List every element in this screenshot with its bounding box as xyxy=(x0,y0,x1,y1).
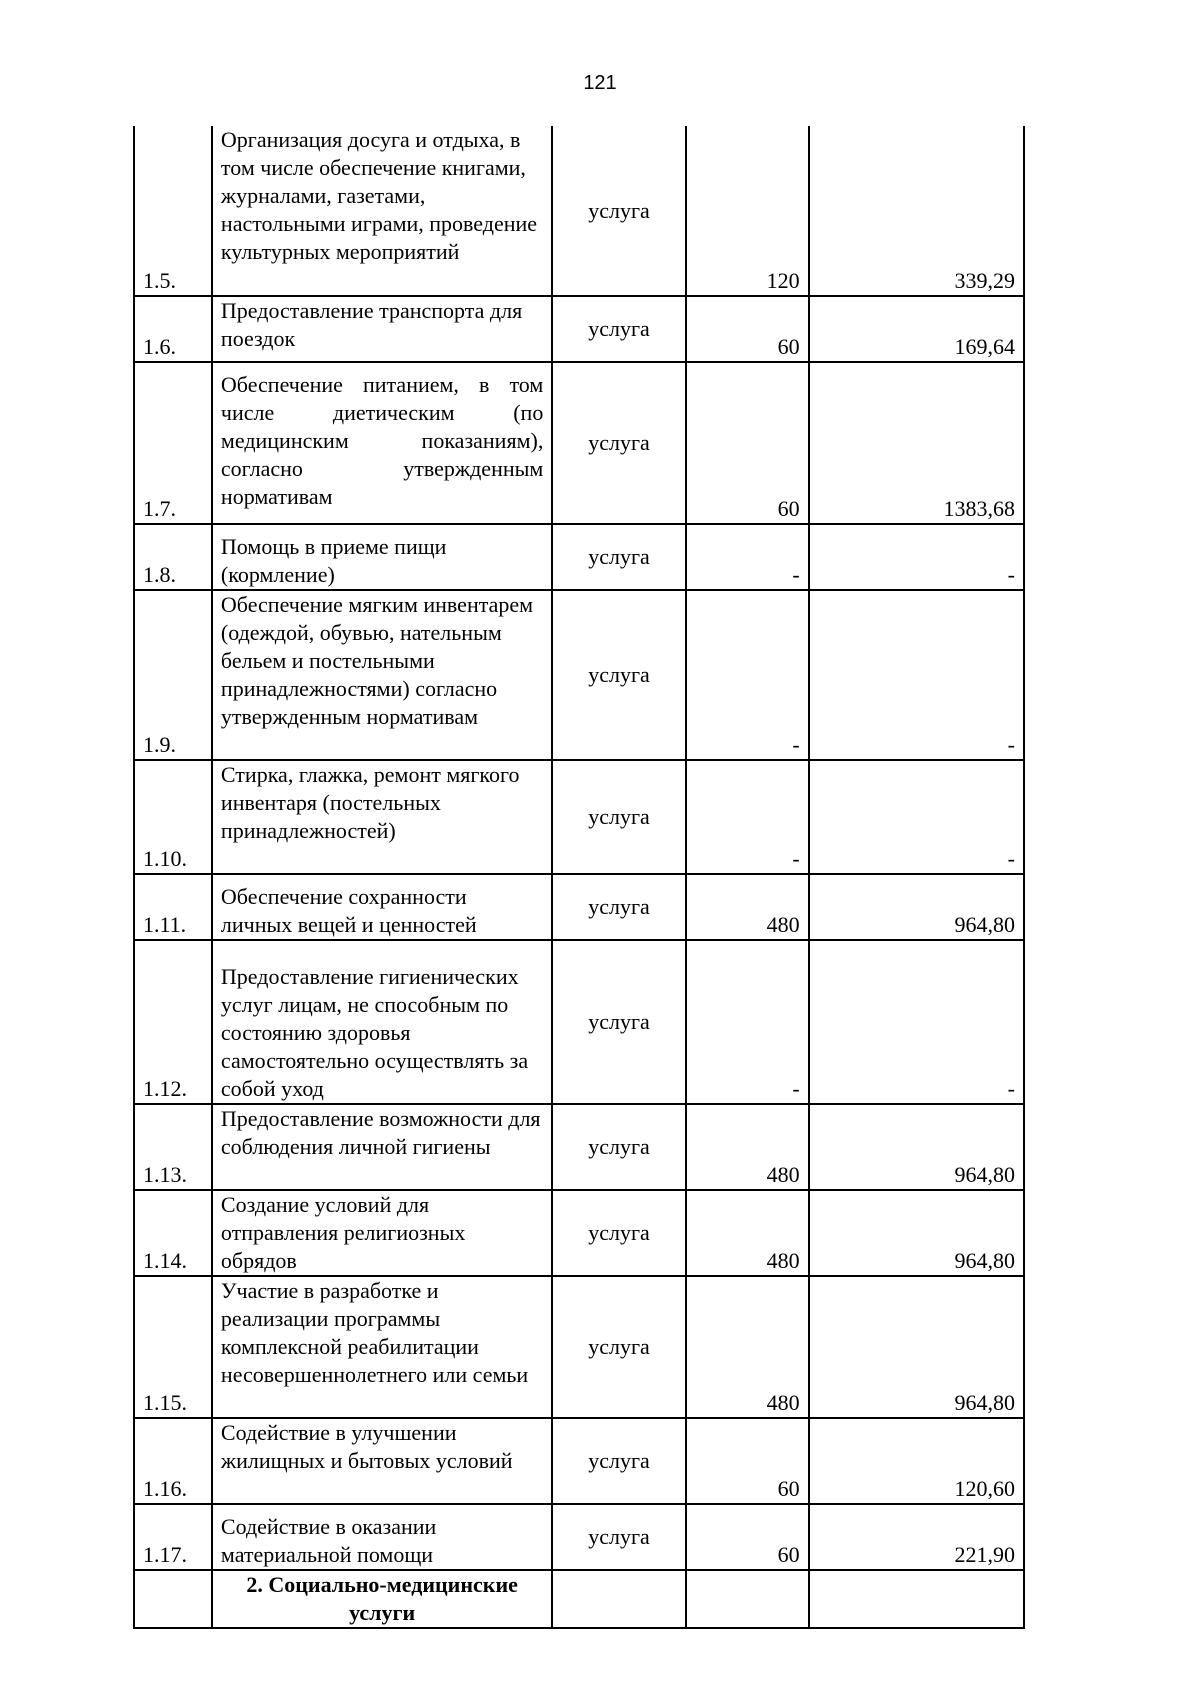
quantity-cell: - xyxy=(686,524,809,590)
table-row xyxy=(134,126,1024,296)
price-cell: - xyxy=(809,590,1024,760)
row-number: 1.10. xyxy=(134,760,212,874)
quantity-cell: - xyxy=(686,760,809,874)
service-name: Создание условий для отправления религиозных обрядов xyxy=(212,1190,552,1276)
service-name: Обеспечение сохранности личных вещей и ценностей xyxy=(212,874,552,940)
row-number: 1.9. xyxy=(134,590,212,760)
unit-cell: услуга xyxy=(552,760,685,874)
price-cell: 1383,68 xyxy=(809,362,1024,524)
row-number: 1.14. xyxy=(134,1190,212,1276)
price-cell: - xyxy=(809,760,1024,874)
service-name: Содействие в улучшении жилищных и бытовых условий xyxy=(212,1418,552,1504)
table-row xyxy=(134,1190,1024,1276)
section-title: 2. Социально-медицинские услуги xyxy=(212,1570,552,1628)
empty-cell xyxy=(686,1570,809,1628)
quantity-cell: 480 xyxy=(686,1276,809,1418)
row-number: 1.8. xyxy=(134,524,212,590)
row-number: 1.6. xyxy=(134,296,212,362)
unit-cell: услуга xyxy=(552,590,685,760)
quantity-cell: - xyxy=(686,940,809,1104)
table-row xyxy=(134,1418,1024,1504)
price-cell: 964,80 xyxy=(809,1104,1024,1190)
empty-cell xyxy=(134,1570,212,1628)
unit-cell: услуга xyxy=(552,874,685,940)
unit-cell: услуга xyxy=(552,524,685,590)
row-number: 1.11. xyxy=(134,874,212,940)
unit-cell: услуга xyxy=(552,1190,685,1276)
unit-cell: услуга xyxy=(552,362,685,524)
table-row xyxy=(134,1104,1024,1190)
quantity-cell: 120 xyxy=(686,126,809,296)
unit-cell: услуга xyxy=(552,1104,685,1190)
service-name: Предоставление гигиенических услуг лицам, не способным по состоянию здоровья самостоятельно осуществлять за собой уход xyxy=(212,940,552,1104)
unit-cell: услуга xyxy=(552,940,685,1104)
quantity-cell: 60 xyxy=(686,296,809,362)
price-cell: 964,80 xyxy=(809,874,1024,940)
unit-cell: услуга xyxy=(552,1276,685,1418)
table-row xyxy=(134,296,1024,362)
service-name: Содействие в оказании материальной помощи xyxy=(212,1504,552,1570)
quantity-cell: 480 xyxy=(686,874,809,940)
service-name: Организация досуга и отдыха, в том числе обеспечение книгами, журналами, газетами, настольными играми, проведение культурных мероприятий xyxy=(212,126,552,296)
unit-cell: услуга xyxy=(552,296,685,362)
page-number: 121 xyxy=(583,72,617,94)
price-cell: 169,64 xyxy=(809,296,1024,362)
row-number: 1.12. xyxy=(134,940,212,1104)
quantity-cell: 60 xyxy=(686,1504,809,1570)
row-number: 1.7. xyxy=(134,362,212,524)
quantity-cell: 60 xyxy=(686,362,809,524)
section-row xyxy=(134,1570,1024,1628)
empty-cell xyxy=(552,1570,685,1628)
table-row xyxy=(134,874,1024,940)
service-name: Участие в разработке и реализации программы комплексной реабилитации несовершеннолетнего или семьи xyxy=(212,1276,552,1418)
quantity-cell: 480 xyxy=(686,1190,809,1276)
unit-cell: услуга xyxy=(552,1504,685,1570)
row-number: 1.5. xyxy=(134,126,212,296)
price-cell: 120,60 xyxy=(809,1418,1024,1504)
table-row xyxy=(134,590,1024,760)
table-row xyxy=(134,362,1024,524)
table-row xyxy=(134,940,1024,1104)
price-cell: - xyxy=(809,524,1024,590)
service-name: Обеспечение мягким инвентарем (одеждой, обувью, нательным бельем и постельными принадлежностями) согласно утвержденным нормативам xyxy=(212,590,552,760)
services-table xyxy=(133,126,1025,1629)
table-row xyxy=(134,1276,1024,1418)
price-cell: 221,90 xyxy=(809,1504,1024,1570)
row-number: 1.16. xyxy=(134,1418,212,1504)
empty-cell xyxy=(809,1570,1024,1628)
row-number: 1.13. xyxy=(134,1104,212,1190)
price-cell: - xyxy=(809,940,1024,1104)
price-cell: 964,80 xyxy=(809,1276,1024,1418)
table-row xyxy=(134,1504,1024,1570)
service-name: Предоставление возможности для соблюдения личной гигиены xyxy=(212,1104,552,1190)
service-name: Предоставление транспорта для поездок xyxy=(212,296,552,362)
unit-cell: услуга xyxy=(552,126,685,296)
row-number: 1.17. xyxy=(134,1504,212,1570)
price-cell: 964,80 xyxy=(809,1190,1024,1276)
table-row xyxy=(134,760,1024,874)
quantity-cell: 60 xyxy=(686,1418,809,1504)
service-name: Помощь в приеме пищи (кормление) xyxy=(212,524,552,590)
row-number: 1.15. xyxy=(134,1276,212,1418)
unit-cell: услуга xyxy=(552,1418,685,1504)
table-row xyxy=(134,524,1024,590)
service-name: Обеспечение питанием, в том числе диетическим (по медицинским показаниям), согласно утвержденным нормативам xyxy=(212,362,552,524)
quantity-cell: - xyxy=(686,590,809,760)
price-cell: 339,29 xyxy=(809,126,1024,296)
quantity-cell: 480 xyxy=(686,1104,809,1190)
service-name: Стирка, глажка, ремонт мягкого инвентаря (постельных принадлежностей) xyxy=(212,760,552,874)
